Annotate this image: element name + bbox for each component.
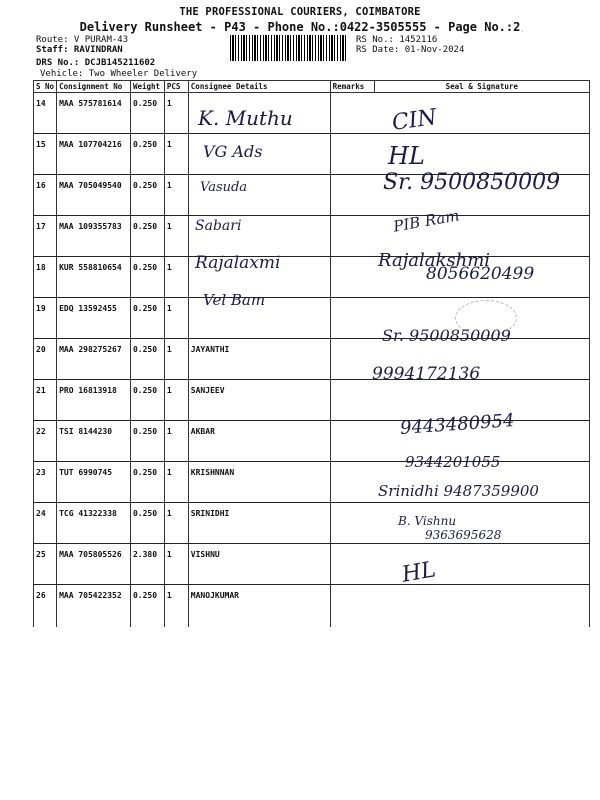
signature: B. Vishnu bbox=[398, 514, 457, 528]
row-consignment: PRO 16813918 bbox=[57, 380, 131, 421]
table-row bbox=[34, 544, 590, 585]
row-weight: 0.250 bbox=[130, 339, 164, 380]
row-sno: 17 bbox=[34, 216, 57, 257]
signature: 9344201055 bbox=[405, 453, 501, 471]
handwritten-name: K. Muthu bbox=[198, 106, 293, 130]
row-remarks bbox=[330, 544, 374, 585]
col-consignee: Consignee Details bbox=[188, 81, 330, 93]
row-weight: 0.250 bbox=[130, 216, 164, 257]
row-remarks bbox=[330, 257, 374, 298]
row-pcs: 1 bbox=[164, 462, 188, 503]
handwritten-name: Vasuda bbox=[200, 180, 248, 195]
row-remarks bbox=[330, 339, 374, 380]
row-weight: 0.250 bbox=[130, 380, 164, 421]
signature: Rajalakshmi bbox=[378, 250, 491, 271]
row-remarks bbox=[330, 462, 374, 503]
row-sno: 22 bbox=[34, 421, 57, 462]
row-remarks bbox=[330, 134, 374, 175]
col-pcs: PCS bbox=[164, 81, 188, 93]
row-sno: 23 bbox=[34, 462, 57, 503]
row-sno: 16 bbox=[34, 175, 57, 216]
row-weight: 0.250 bbox=[130, 298, 164, 339]
table-row bbox=[34, 503, 590, 544]
row-pcs: 1 bbox=[164, 93, 188, 134]
handwritten-name: Sabari bbox=[195, 218, 242, 234]
row-remarks bbox=[330, 503, 374, 544]
row-pcs: 1 bbox=[164, 257, 188, 298]
signature: PIB Ram bbox=[391, 206, 461, 236]
row-consignment: MAA 298275267 bbox=[57, 339, 131, 380]
row-consignee: SANJEEV bbox=[188, 380, 330, 421]
signature: 9994172136 bbox=[372, 364, 481, 384]
row-sno: 26 bbox=[34, 585, 57, 628]
staff-label: Staff: RAVINDRAN bbox=[36, 45, 123, 55]
signature: 9443480954 bbox=[399, 410, 516, 439]
col-remarks: Remarks bbox=[330, 81, 374, 93]
row-sno: 24 bbox=[34, 503, 57, 544]
row-pcs: 1 bbox=[164, 216, 188, 257]
row-weight: 0.250 bbox=[130, 134, 164, 175]
drs-number: DRS No.: DCJB145211602 bbox=[36, 58, 156, 68]
row-remarks bbox=[330, 175, 374, 216]
col-consignment: Consignment No bbox=[57, 81, 131, 93]
col-signature: Seal & Signature bbox=[374, 81, 589, 93]
signature: HL bbox=[388, 142, 425, 170]
row-consignment: MAA 705422352 bbox=[57, 585, 131, 628]
row-consignee: JAYANTHI bbox=[188, 339, 330, 380]
row-weight: 0.250 bbox=[130, 257, 164, 298]
row-pcs: 1 bbox=[164, 339, 188, 380]
row-weight: 0.250 bbox=[130, 503, 164, 544]
row-consignment: MAA 109355783 bbox=[57, 216, 131, 257]
row-sno: 19 bbox=[34, 298, 57, 339]
row-consignment: TSI 8144230 bbox=[57, 421, 131, 462]
row-pcs: 1 bbox=[164, 175, 188, 216]
barcode-icon bbox=[230, 35, 348, 61]
row-weight: 0.250 bbox=[130, 462, 164, 503]
row-weight: 2.380 bbox=[130, 544, 164, 585]
row-consignment: TUT 6990745 bbox=[57, 462, 131, 503]
row-pcs: 1 bbox=[164, 134, 188, 175]
vehicle-label: Vehicle: Two Wheeler Delivery bbox=[40, 69, 198, 79]
runsheet-title: Delivery Runsheet - P43 - Phone No.:0422-3505555 - Page No.:2 bbox=[79, 20, 521, 34]
row-signature bbox=[374, 585, 589, 628]
rs-number: RS No.: 1452116 bbox=[356, 35, 438, 45]
row-weight: 0.250 bbox=[130, 93, 164, 134]
row-pcs: 1 bbox=[164, 503, 188, 544]
row-sno: 25 bbox=[34, 544, 57, 585]
row-pcs: 1 bbox=[164, 380, 188, 421]
route-label: Route: V PURAM-43 bbox=[36, 35, 129, 45]
handwritten-name: VG Ads bbox=[203, 142, 263, 161]
row-consignment: TCG 41322338 bbox=[57, 503, 131, 544]
row-remarks bbox=[330, 585, 374, 628]
table-row bbox=[34, 585, 590, 628]
rs-date: RS Date: 01-Nov-2024 bbox=[356, 45, 465, 55]
row-consignee: SRINIDHI bbox=[188, 503, 330, 544]
row-sno: 21 bbox=[34, 380, 57, 421]
row-consignment: MAA 705049540 bbox=[57, 175, 131, 216]
delivery-table bbox=[33, 80, 590, 627]
signature: 9363695628 bbox=[425, 528, 502, 542]
col-weight: Weight bbox=[130, 81, 164, 93]
row-sno: 18 bbox=[34, 257, 57, 298]
corner-mark-icon: ` bbox=[520, 30, 525, 39]
signature: Srinidhi 9487359900 bbox=[378, 482, 539, 500]
row-weight: 0.250 bbox=[130, 585, 164, 628]
row-consignee: KRISHNNAN bbox=[188, 462, 330, 503]
table-row bbox=[34, 134, 590, 175]
signature: HL bbox=[400, 557, 438, 588]
handwritten-name: Vel Bam bbox=[203, 291, 266, 309]
signature: 8056620499 bbox=[426, 264, 535, 284]
row-weight: 0.250 bbox=[130, 421, 164, 462]
signature: Sr. 9500850009 bbox=[383, 170, 561, 195]
row-consignment: MAA 575781614 bbox=[57, 93, 131, 134]
table-header-row bbox=[34, 81, 590, 93]
row-consignment: EDQ 13592455 bbox=[57, 298, 131, 339]
row-pcs: 1 bbox=[164, 298, 188, 339]
row-remarks bbox=[330, 216, 374, 257]
row-consignee: AKBAR bbox=[188, 421, 330, 462]
row-remarks bbox=[330, 380, 374, 421]
row-sno: 20 bbox=[34, 339, 57, 380]
row-pcs: 1 bbox=[164, 585, 188, 628]
row-consignment: MAA 705805526 bbox=[57, 544, 131, 585]
row-weight: 0.250 bbox=[130, 175, 164, 216]
company-name: THE PROFESSIONAL COURIERS, COIMBATORE bbox=[179, 6, 421, 18]
row-sno: 15 bbox=[34, 134, 57, 175]
row-pcs: 1 bbox=[164, 421, 188, 462]
row-sno: 14 bbox=[34, 93, 57, 134]
row-remarks bbox=[330, 298, 374, 339]
signature: CIN bbox=[390, 105, 439, 136]
row-consignment: MAA 107704216 bbox=[57, 134, 131, 175]
signature: Sr. 9500850009 bbox=[382, 326, 511, 345]
table-row bbox=[34, 93, 590, 134]
handwritten-name: Rajalaxmi bbox=[195, 253, 281, 273]
row-consignment: KUR 558810654 bbox=[57, 257, 131, 298]
row-pcs: 1 bbox=[164, 544, 188, 585]
row-consignee: VISHNU bbox=[188, 544, 330, 585]
table-row bbox=[34, 216, 590, 257]
row-remarks bbox=[330, 93, 374, 134]
col-sno: S No bbox=[34, 81, 57, 93]
row-consignee: MANOJKUMAR bbox=[188, 585, 330, 628]
row-remarks bbox=[330, 421, 374, 462]
